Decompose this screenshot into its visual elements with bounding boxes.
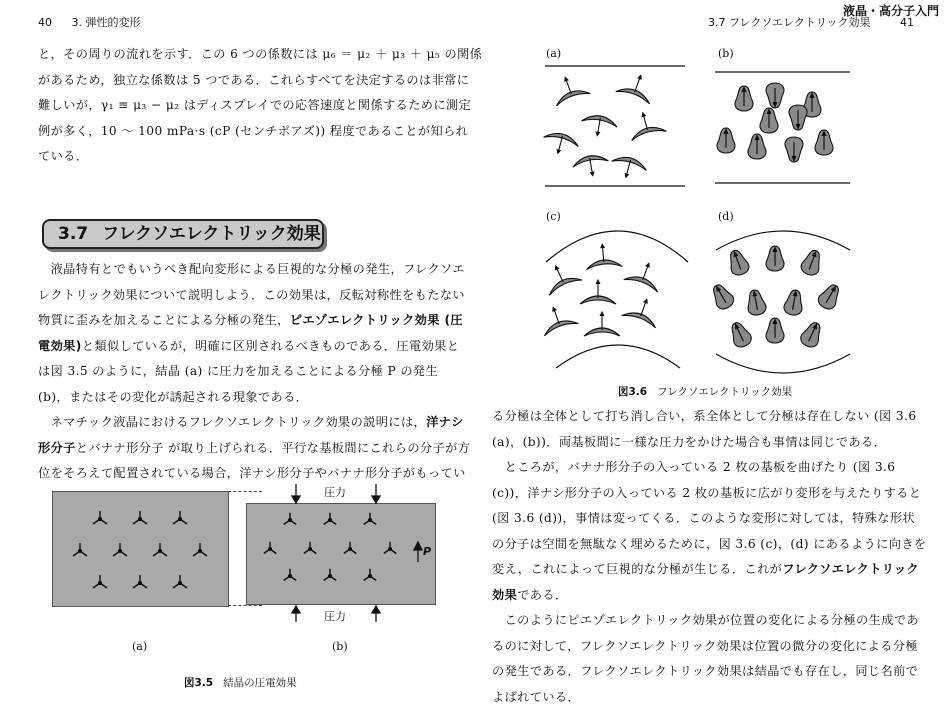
- pear-molecule: [789, 105, 807, 130]
- figure-3-6-caption: [618, 384, 792, 399]
- text-line: ネマチック液晶におけるフレクソエレクトリック効果の説明には，洋ナシ: [38, 415, 464, 429]
- banana-molecule: [579, 113, 618, 140]
- banana-molecule: [572, 153, 611, 180]
- banana-molecule: [584, 311, 620, 336]
- page-number: 41: [899, 16, 914, 29]
- section-title: フレクソエレクトリック効果: [102, 224, 321, 244]
- pressure-arrows: [292, 484, 422, 622]
- pear-molecule: [735, 86, 753, 111]
- tripod-molecule: [304, 542, 317, 554]
- text-line: の発生である．フレクソエレクトリック効果は結晶でも存在し，同じ名前で: [492, 664, 919, 678]
- tripod-molecule: [173, 511, 187, 524]
- section-number: 3.7: [58, 224, 89, 244]
- text-line: 物質に歪みを加えることによる分極の発生，ピエゾエレクトリック効果 (圧: [38, 313, 464, 327]
- pear-molecule: [799, 248, 824, 278]
- caption-number: 図3.5: [184, 677, 214, 689]
- pear-molecule: [745, 289, 767, 317]
- banana-molecule: [622, 292, 664, 328]
- tripods-compressed: [264, 513, 397, 581]
- pear-molecule: [717, 128, 735, 153]
- banana-molecule: [540, 129, 580, 159]
- text-line: ところが，バナナ形分子の入っている 2 枚の基板を曲げたり (図 3.6: [492, 460, 896, 474]
- pear-molecule: [816, 281, 844, 312]
- tripod-molecule: [93, 575, 107, 588]
- text-line: (a)，(b))．両基板間に一様な圧力をかけた場合も事情は同じである．: [492, 434, 887, 449]
- polarization-label: P: [423, 545, 432, 558]
- pressure-label-top: 圧力: [324, 486, 346, 499]
- tripod-molecule: [284, 569, 297, 581]
- banana-molecule: [616, 68, 658, 104]
- text-line: があるため，独立な係数は 5 つである．これらすべてを決定するのは非常に: [38, 72, 470, 87]
- pear-molecule: [785, 137, 803, 162]
- panel-label-a: (a): [546, 47, 562, 60]
- figure-3-5-caption: [184, 675, 297, 690]
- text-line: 例が多く，10 〜 100 mPa·s (cP (センチポアズ)) 程度であることが知られ: [38, 123, 469, 138]
- right-page: [472, 0, 945, 714]
- text-line: と，その周りの流れを示す．この 6 つの係数には μ₆ ＝ μ₂ ＋ μ₃ ＋ μ₅ の関係: [38, 47, 483, 61]
- text-line: は図 3.5 のように，結晶 (a) に圧力を加えることによる分極 P の発生: [38, 364, 439, 378]
- panel-label-c: (c): [546, 210, 561, 223]
- tripod-molecule: [193, 543, 207, 556]
- text-line: るのに対して，フレクソエレクトリック効果は位置の微分の変化による分極: [492, 638, 919, 653]
- text-line: 難しいが，γ₁ ≡ μ₃ − μ₂ はディスプレイでの応答速度と関係するために測定: [38, 98, 472, 112]
- tripod-molecule: [133, 511, 147, 524]
- pear-molecules-uniform: [717, 83, 833, 162]
- pear-molecules-splayed: [708, 246, 844, 350]
- text-line: よばれている．: [492, 689, 581, 704]
- caption-number: 図3.6: [618, 386, 648, 398]
- figure-label-a: (a): [132, 640, 148, 653]
- text-line: (b)，またはその変化が誘起される現象である．: [38, 389, 309, 404]
- text-line: 形分子とバナナ形分子 が取り上げられる．平行な基板間にこれらの分子が方: [38, 440, 471, 455]
- banana-molecule: [624, 256, 666, 292]
- banana-molecule: [625, 107, 666, 140]
- text-line: の分子は空間を無駄なく埋めるために，図 3.6 (c)，(d) にあるように向きを: [492, 536, 927, 551]
- pear-molecule: [766, 83, 784, 108]
- tripod-molecule: [364, 569, 377, 581]
- text-line: (c))，洋ナシ形分子の入っている 2 枚の基板に広がり変形を与えたりすると: [492, 485, 922, 500]
- banana-molecule: [580, 279, 616, 304]
- text-line: レクトリック効果について説明しよう．この効果は，反転対称性をもたない: [38, 287, 465, 302]
- tripods-unstrained: [73, 511, 207, 588]
- tripod-molecule: [173, 575, 187, 588]
- pear-molecule: [766, 246, 784, 271]
- text-line: このようにピエゾエレクトリック効果が位置の変化による分極の生成であ: [492, 613, 919, 627]
- right-body-text: [492, 404, 927, 710]
- pear-molecule: [798, 319, 825, 349]
- pear-molecule: [760, 108, 778, 133]
- chapter-title: 3. 弾性的変形: [71, 16, 141, 29]
- tripod-molecule: [364, 513, 377, 525]
- text-line: 液晶特有とでもいうべき配向変形による巨視的な分極の発生，フレクソエ: [38, 262, 465, 276]
- running-section-title: 3.7 フレクソエレクトリック効果: [708, 16, 871, 29]
- text-line: 変え，これによって巨視的な分極が生じる．これがフレクソエレクトリック: [492, 562, 920, 576]
- pear-molecule: [766, 318, 784, 343]
- banana-molecule: [536, 300, 578, 336]
- page-number: 40: [38, 16, 52, 29]
- pear-molecule: [815, 130, 833, 155]
- pear-molecule: [748, 134, 766, 159]
- tripod-molecule: [284, 513, 297, 525]
- pear-molecule: [783, 289, 805, 317]
- tripod-molecule: [73, 543, 87, 556]
- banana-molecule: [539, 257, 582, 295]
- pear-molecule: [725, 248, 750, 278]
- tripod-molecule: [324, 513, 337, 525]
- tripod-molecule: [93, 511, 107, 524]
- tripod-molecule: [344, 542, 357, 554]
- caption-text: 結晶の圧電効果: [223, 677, 297, 689]
- tripod-molecule: [113, 543, 127, 556]
- tripod-molecule: [153, 543, 167, 556]
- banana-molecules-uniform: [540, 68, 666, 183]
- panel-label-d: (d): [718, 210, 734, 223]
- tripod-molecule: [324, 569, 337, 581]
- text-line: 位をそろえて配置されている場合，洋ナシ形分子やバナナ形分子がもってい: [38, 466, 466, 480]
- text-line: 電効果)と類似しているが，明確に区別されるべきものである．圧電効果と: [38, 338, 460, 353]
- figure-label-b: (b): [332, 640, 348, 653]
- pressure-label-bottom: 圧力: [324, 610, 346, 623]
- text-line: ている．: [38, 149, 89, 163]
- text-line: (図 3.6 (d))，事情は変ってくる．このような変形に対しては，特殊な形状: [492, 511, 915, 525]
- pear-molecule: [708, 281, 736, 312]
- panel-label-b: (b): [718, 47, 734, 60]
- tripod-molecule: [264, 542, 277, 554]
- text-line: 効果である．: [492, 587, 568, 602]
- caption-text: フレクソエレクトリック効果: [657, 386, 793, 398]
- banana-molecule: [584, 242, 622, 270]
- banana-molecule: [548, 70, 590, 106]
- banana-molecules-bent: [536, 242, 666, 336]
- pear-molecule: [727, 319, 754, 349]
- text-line: る分極は全体として打ち消し合い，系全体として分極は存在しない (図 3.6: [492, 409, 917, 423]
- banana-molecule: [608, 153, 648, 183]
- book-title: 液晶・高分子入門: [842, 4, 939, 18]
- tripod-molecule: [133, 575, 147, 588]
- tripod-molecule: [384, 542, 397, 554]
